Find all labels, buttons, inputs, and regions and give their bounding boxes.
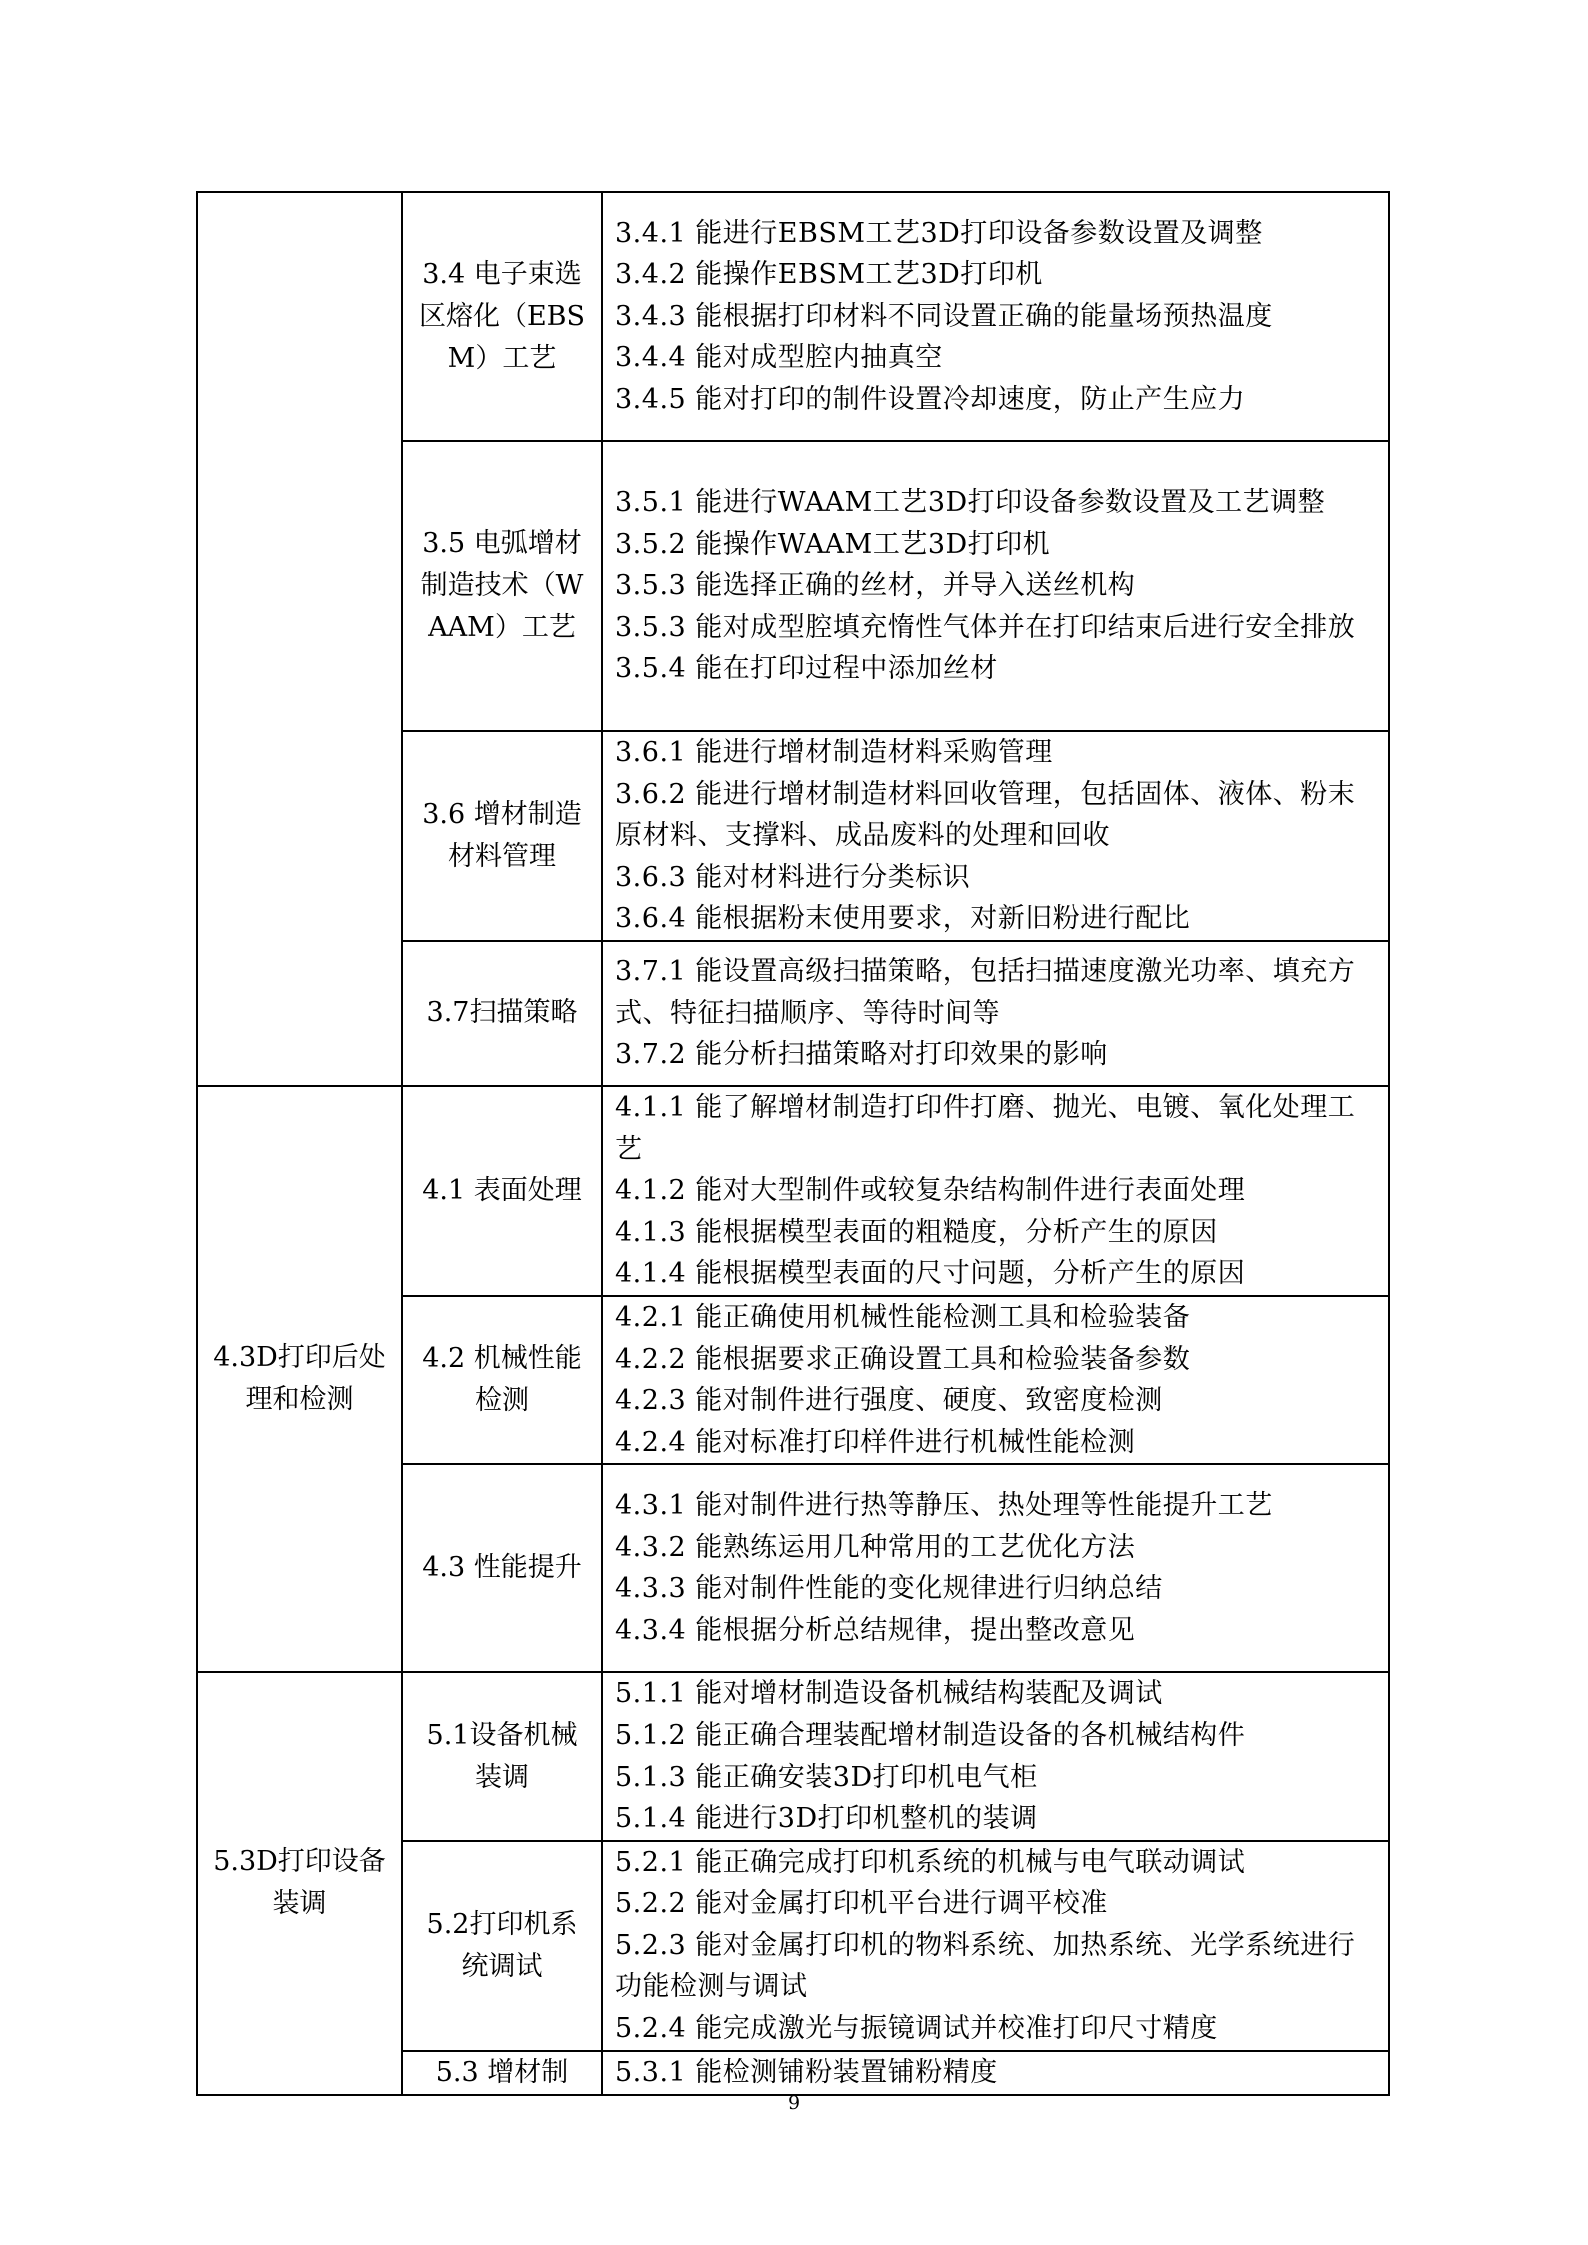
skill-items-cell (602, 1841, 1389, 2051)
category-cell: 5.3D打印设备装调 (197, 1672, 402, 2094)
page-number: 9 (787, 2092, 801, 2114)
skill-item: 4.3.3 能对制件性能的变化规律进行归纳总结 (615, 1573, 1163, 1605)
skill-item: 3.4.4 能对成型腔内抽真空 (615, 342, 943, 374)
skill-items-cell (602, 1296, 1389, 1464)
subcategory-cell: 3.7扫描策略 (402, 941, 602, 1086)
skill-item: 3.6.3 能对材料进行分类标识 (615, 861, 971, 893)
skill-item: 3.5.3 能选择正确的丝材，并导入送丝机构 (615, 570, 1136, 602)
skill-item: 4.2.1 能正确使用机械性能检测工具和检验装备 (615, 1301, 1191, 1333)
skill-item: 4.2.3 能对制件进行强度、硬度、致密度检测 (615, 1385, 1163, 1417)
skill-items-cell (602, 192, 1389, 441)
skill-item: 3.7.1 能设置高级扫描策略，包括扫描速度激光功率、填充方式、特征扫描顺序、等待时间等 (615, 956, 1356, 1029)
skill-item: 3.4.3 能根据打印材料不同设置正确的能量场预热温度 (615, 300, 1273, 332)
skill-item: 5.1.2 能正确合理装配增材制造设备的各机械结构件 (615, 1719, 1246, 1751)
subcategory-cell: 5.3 增材制 (402, 2051, 602, 2095)
skill-item: 5.1.4 能进行3D打印机整机的装调 (615, 1803, 1038, 1835)
skill-item: 5.2.4 能完成激光与振镜调试并校准打印尺寸精度 (615, 2013, 1218, 2045)
skill-items-cell (602, 2051, 1389, 2095)
skill-item: 5.1.3 能正确安装3D打印机电气柜 (615, 1761, 1038, 1793)
skill-item: 4.1.1 能了解增材制造打印件打磨、抛光、电镀、氧化处理工艺 (615, 1091, 1356, 1165)
skill-item: 3.5.4 能在打印过程中添加丝材 (615, 653, 998, 685)
subcategory-cell: 3.4 电子束选区熔化（EBSM）工艺 (402, 192, 602, 441)
skill-item: 3.4.2 能操作EBSM工艺3D打印机 (615, 259, 1043, 291)
skill-item: 5.2.1 能正确完成打印机系统的机械与电气联动调试 (615, 1846, 1246, 1878)
category-cell (197, 192, 402, 1086)
skill-item: 5.2.3 能对金属打印机的物料系统、加热系统、光学系统进行功能检测与调试 (615, 1929, 1356, 2003)
skill-item: 5.1.1 能对增材制造设备机械结构装配及调试 (615, 1678, 1163, 1710)
skill-items-cell (602, 1672, 1389, 1840)
skill-item: 4.1.2 能对大型制件或较复杂结构制件进行表面处理 (615, 1175, 1246, 1207)
table-row (197, 192, 1389, 441)
skill-item: 3.4.1 能进行EBSM工艺3D打印设备参数设置及调整 (615, 217, 1263, 249)
skill-items-cell (602, 941, 1389, 1086)
table-row (197, 1086, 1389, 1296)
skill-item: 4.1.3 能根据模型表面的粗糙度，分析产生的原因 (615, 1216, 1218, 1248)
skill-item: 4.1.4 能根据模型表面的尺寸问题，分析产生的原因 (615, 1258, 1246, 1290)
category-cell: 4.3D打印后处理和检测 (197, 1086, 402, 1672)
subcategory-cell: 4.1 表面处理 (402, 1086, 602, 1296)
skill-item: 3.5.2 能操作WAAM工艺3D打印机 (615, 528, 1051, 560)
skill-item: 4.3.4 能根据分析总结规律，提出整改意见 (615, 1614, 1136, 1646)
subcategory-cell: 5.2打印机系统调试 (402, 1841, 602, 2051)
skill-items-cell (602, 1086, 1389, 1296)
skill-items-cell (602, 731, 1389, 941)
skill-item: 4.2.2 能根据要求正确设置工具和检验装备参数 (615, 1343, 1191, 1375)
subcategory-cell: 4.2 机械性能检测 (402, 1296, 602, 1464)
skill-items-cell (602, 1464, 1389, 1672)
subcategory-cell: 4.3 性能提升 (402, 1464, 602, 1672)
skill-items-cell (602, 441, 1389, 731)
skill-item: 4.2.4 能对标准打印样件进行机械性能检测 (615, 1426, 1136, 1458)
requirements-table (196, 191, 1390, 2096)
subcategory-cell: 5.1设备机械装调 (402, 1672, 602, 1840)
skill-item: 4.3.1 能对制件进行热等静压、热处理等性能提升工艺 (615, 1490, 1273, 1522)
skill-item: 3.6.4 能根据粉末使用要求，对新旧粉进行配比 (615, 903, 1191, 935)
skill-item: 3.5.3 能对成型腔填充惰性气体并在打印结束后进行安全排放 (615, 611, 1356, 643)
skill-item: 5.3.1 能检测铺粉装置铺粉精度 (615, 2056, 998, 2088)
skill-item: 3.5.1 能进行WAAM工艺3D打印设备参数设置及工艺调整 (615, 487, 1326, 519)
table-row (197, 1672, 1389, 1840)
skill-item: 3.4.5 能对打印的制件设置冷却速度，防止产生应力 (615, 383, 1246, 415)
subcategory-cell: 3.5 电弧增材制造技术（WAAM）工艺 (402, 441, 602, 731)
skill-item: 4.3.2 能熟练运用几种常用的工艺优化方法 (615, 1531, 1136, 1563)
subcategory-cell: 3.6 增材制造材料管理 (402, 731, 602, 941)
skill-item: 3.6.2 能进行增材制造材料回收管理，包括固体、液体、粉末原材料、支撑料、成品废料的处理和回收 (615, 778, 1356, 852)
skill-item: 3.6.1 能进行增材制造材料采购管理 (615, 737, 1053, 768)
skill-item: 5.2.2 能对金属打印机平台进行调平校准 (615, 1888, 1108, 1920)
skill-item: 3.7.2 能分析扫描策略对打印效果的影响 (615, 1039, 1108, 1071)
